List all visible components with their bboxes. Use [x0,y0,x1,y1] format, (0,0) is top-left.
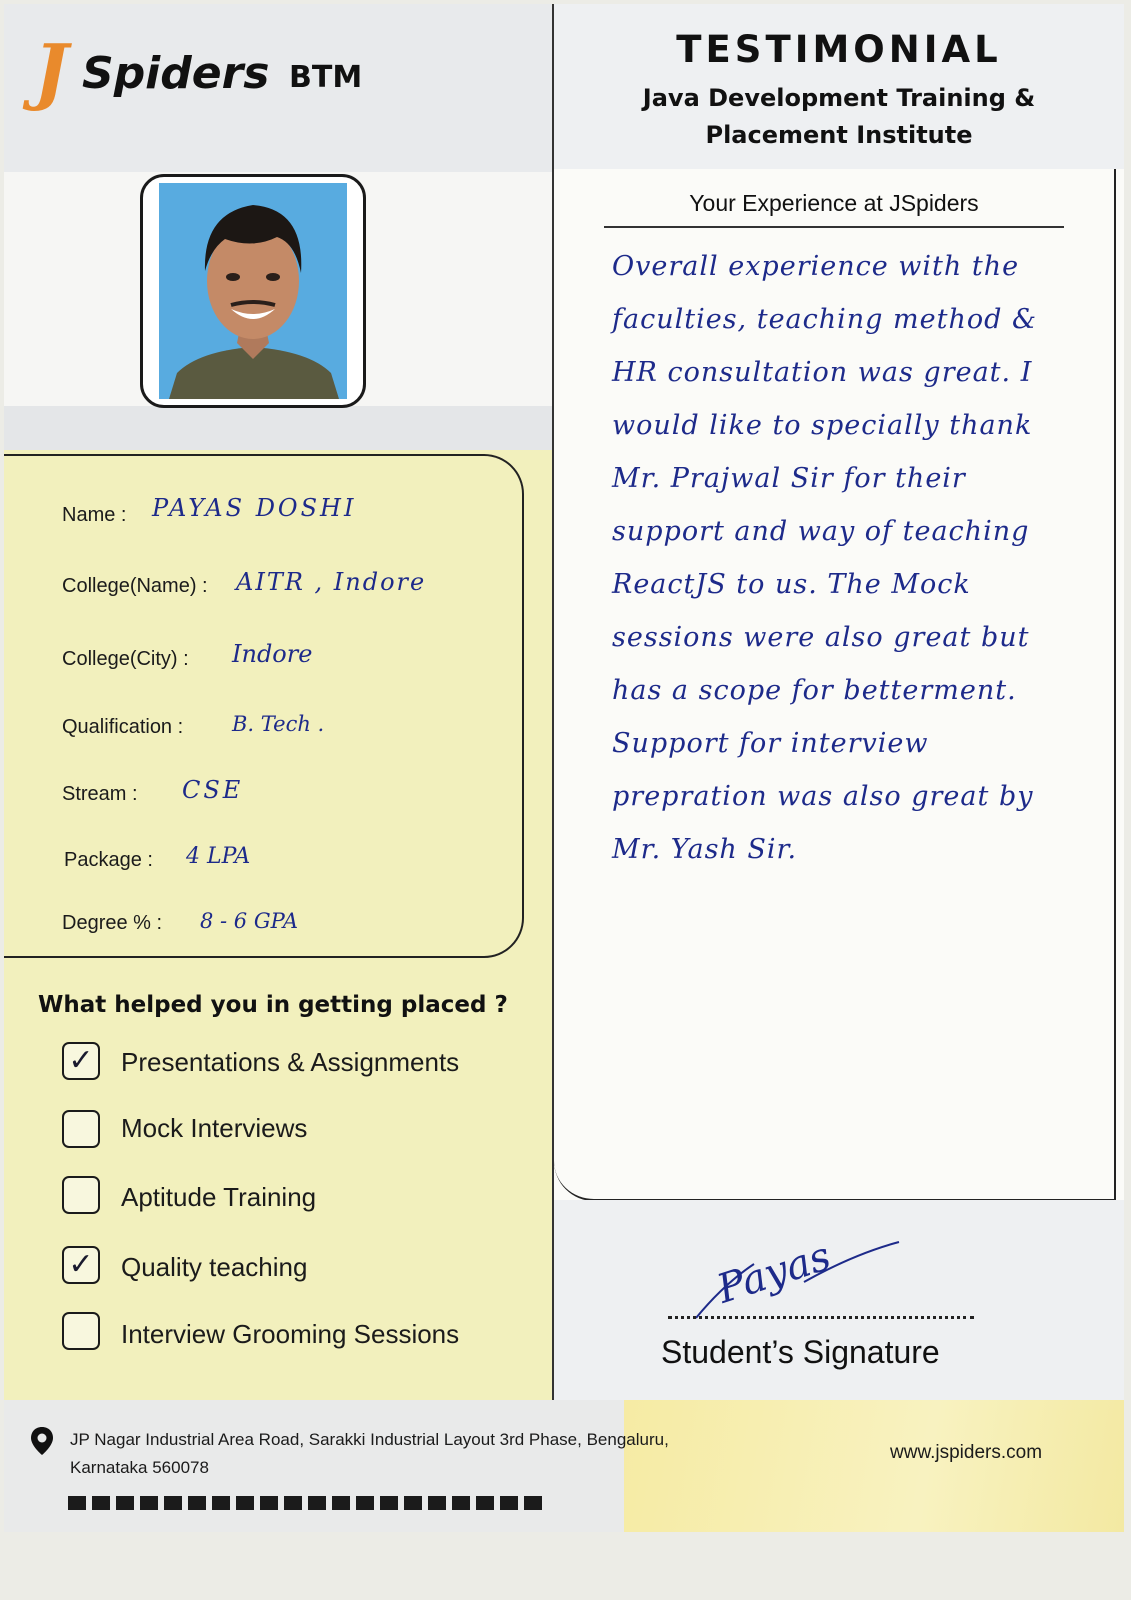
check-mark-icon: ✓ [68,1043,94,1078]
option-label-aptitude: Aptitude Training [121,1182,317,1212]
website-link[interactable]: www.jspiders.com [890,1442,1043,1463]
degree-label: Degree % : [62,912,163,934]
location-pin-icon [30,1426,54,1456]
signature-line [668,1316,974,1319]
option-label-interview-grooming: Interview Grooming Sessions [121,1319,460,1349]
logo-mark: J [34,28,69,113]
checkbox-aptitude[interactable] [62,1176,100,1214]
name-value: PAYAS DOSHI [152,494,357,522]
option-label-presentations: Presentations & Assignments [121,1047,460,1077]
signature-flourish-icon [694,1224,914,1324]
qualification-value: B. Tech . [232,712,325,736]
college-city-value: Indore [232,640,313,668]
subtitle-line-2: Placement Institute [705,121,973,149]
phone-numbers-cutoff [68,1496,548,1510]
subtitle-line-1: Java Development Training & [642,84,1036,112]
logo-name: Spiders [82,48,270,99]
jspiders-logo [34,28,69,113]
package-value: 4 LPA [186,844,251,869]
questionnaire-title: What helped you in getting placed ? [38,992,508,1018]
checkbox-mock-interviews[interactable] [62,1110,100,1148]
student-photo-frame [140,174,366,408]
page-subtitle [554,80,1124,154]
college-name-value: AITR , Indore [236,568,427,596]
page-title: TESTIMONIAL [676,28,1002,71]
option-label-quality-teaching: Quality teaching [121,1252,308,1282]
experience-title: Your Experience at JSpiders [689,190,979,216]
branch-name: BTM [289,60,363,95]
checkbox-interview-grooming[interactable] [62,1312,100,1350]
option-label-mock-interviews: Mock Interviews [121,1113,308,1143]
option-presentations[interactable] [62,1042,100,1080]
college-city-label: College(City) : [62,648,189,670]
degree-value: 8 - 6 GPA [200,909,298,933]
option-quality-teaching[interactable] [62,1246,100,1284]
testimonial-sheet [4,4,1124,1532]
option-aptitude[interactable] [62,1176,100,1214]
option-mock-interviews[interactable] [62,1110,100,1148]
name-label: Name : [62,504,127,526]
student-portrait-icon [159,183,347,399]
footer-address [70,1426,750,1482]
qualification-label: Qualification : [62,716,184,738]
check-mark-icon: ✓ [68,1247,94,1282]
college-name-label: College(Name) : [62,575,208,597]
stream-label: Stream : [62,783,138,805]
photo-band-bottom [4,406,552,450]
checkbox-presentations[interactable] [62,1042,100,1080]
experience-title-rule [604,226,1064,228]
experience-text: Overall experience with the faculties, teaching method & HR consultation was great. I would like to specially thank Mr. Prajwal Sir for their support and way of teaching ReactJS to us. The Mock sessions were also great but has a scope for betterment. Support for interview prepration was also great by Mr. Yash Sir. [612,251,1038,865]
handwritten-signature: Payas [711,1233,837,1313]
address-line-2: Karnataka 560078 [70,1458,209,1477]
stream-value: CSE [182,776,244,804]
student-info-box [4,454,524,958]
option-interview-grooming[interactable] [62,1312,100,1350]
address-line-1: JP Nagar Industrial Area Road, Sarakki Industrial Layout 3rd Phase, Bengaluru, [70,1430,669,1449]
student-photo [159,183,347,399]
package-label: Package : [64,849,153,871]
signature-label: Student’s Signature [661,1334,940,1370]
checkbox-quality-teaching[interactable] [62,1246,100,1284]
